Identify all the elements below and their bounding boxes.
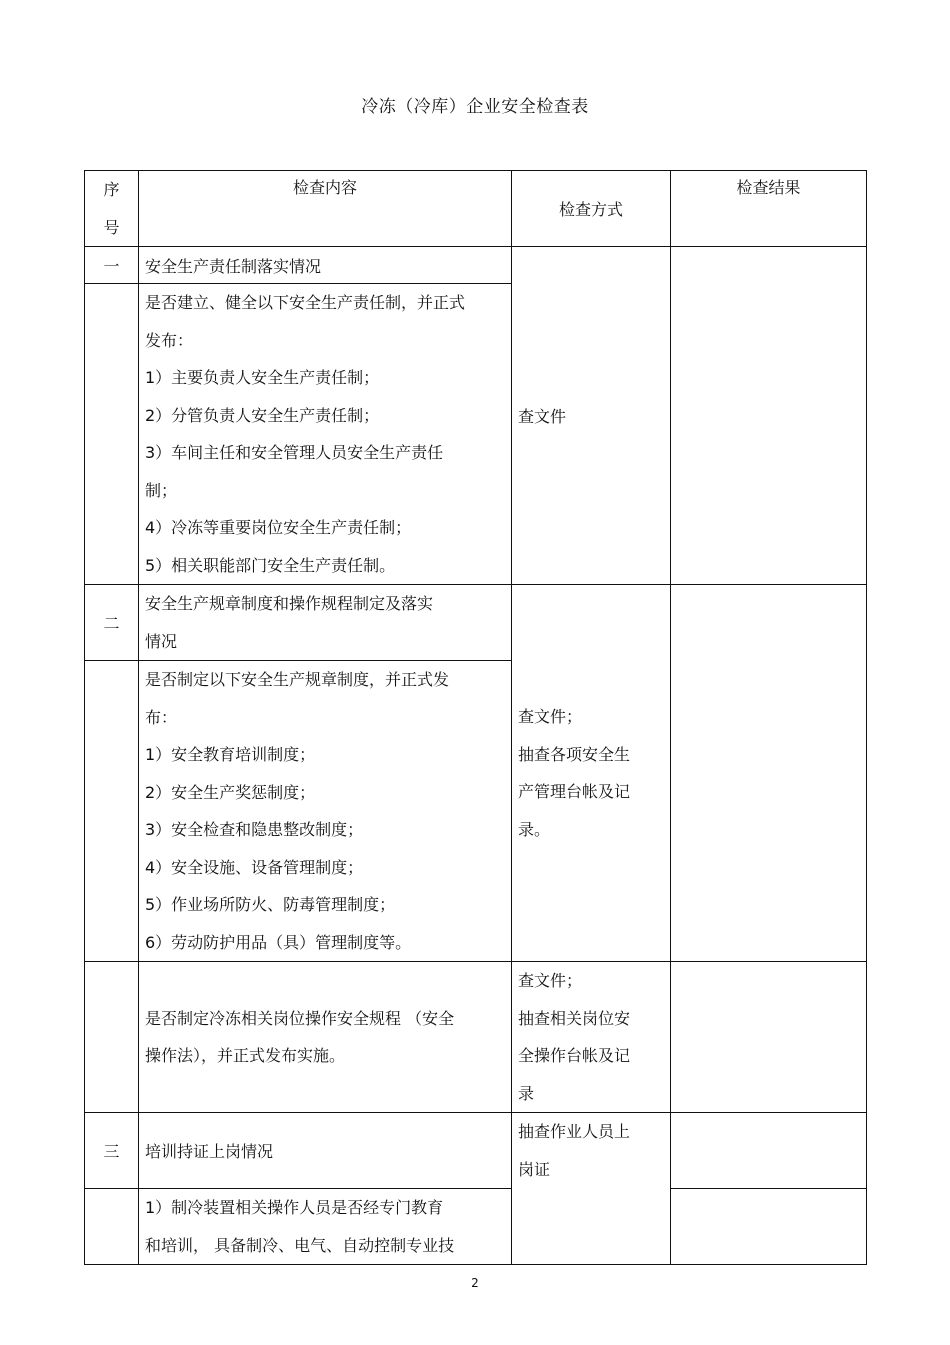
list-item: 4）安全设施、设备管理制度；: [145, 857, 364, 877]
section1-heading-row: [85, 247, 867, 284]
header-no: 序 号: [85, 171, 139, 247]
list-item: 2）安全生产奖惩制度；: [145, 782, 316, 802]
list-item: 1）安全教育培训制度；: [145, 745, 316, 764]
section3-no: 三: [85, 1113, 139, 1189]
section2-heading-row: [85, 585, 867, 661]
list-item: 是否建立、健全以下安全生产责任制，并正式: [145, 293, 466, 312]
section2-result: [671, 585, 867, 962]
section1-heading: 安全生产责任制落实情况: [139, 247, 512, 284]
section2-method: 查文件； 抽查各项安全生 产管理台帐及记 录。: [512, 585, 671, 962]
section1-content: [139, 284, 512, 585]
section2-procedure-row: [85, 962, 867, 1113]
section2-procedure-result: [671, 962, 867, 1113]
section2-content: [139, 661, 512, 962]
list-item: 3）车间主任和安全管理人员安全生产责任: [145, 443, 444, 462]
header-content: 检查内容: [139, 171, 512, 247]
section2-heading: 安全生产规章制度和操作规程制定及落实 情况: [139, 585, 512, 661]
section3-result: [671, 1113, 867, 1189]
list-item: 1）制冷装置相关操作人员是否经专门教育: [145, 1198, 444, 1217]
header-method: 检查方式: [512, 171, 671, 247]
section1-method: 查文件: [512, 247, 671, 585]
list-item: 发布：: [145, 330, 194, 350]
section3-result-2: [671, 1189, 867, 1265]
list-item: 3）安全检查和隐患整改制度；: [145, 820, 364, 839]
section1-no: 一: [85, 247, 139, 284]
header-row: [85, 171, 867, 247]
page-title: 冷冻（冷库）企业安全检查表: [361, 97, 589, 117]
list-item: 制；: [145, 480, 178, 500]
list-item: 6）劳动防护用品（具）管理制度等。: [145, 932, 412, 952]
header-result: 检查结果: [671, 171, 867, 247]
section3-method: 抽查作业人员上 岗证: [512, 1113, 671, 1265]
list-item: 和培训， 具备制冷、电气、自动控制专业技: [145, 1235, 455, 1255]
list-item: 1）主要负责人安全生产责任制；: [145, 368, 380, 387]
section1-result: [671, 247, 867, 585]
list-item: 是否制定以下安全生产规章制度，并正式发: [145, 670, 450, 689]
inspection-table: [84, 170, 867, 1265]
section2-procedure-content: 是否制定冷冻相关岗位操作安全规程 （安全 操作法），并正式发布实施。: [139, 962, 512, 1113]
list-item: 布：: [145, 707, 178, 727]
list-item: 5）相关职能部门安全生产责任制。: [145, 555, 396, 575]
section3-heading: 培训持证上岗情况: [139, 1113, 512, 1189]
list-item: 2）分管负责人安全生产责任制；: [145, 405, 380, 425]
section3-heading-row: [85, 1113, 867, 1189]
page-number: 2: [471, 1276, 479, 1290]
section3-content-row: [85, 1189, 867, 1265]
section2-procedure-method: 查文件； 抽查相关岗位安 全操作台帐及记 录: [512, 962, 671, 1113]
list-item: 5）作业场所防火、防毒管理制度；: [145, 895, 396, 914]
section2-no: 二: [85, 585, 139, 661]
list-item: 4）冷冻等重要岗位安全生产责任制；: [145, 518, 412, 537]
section3-content: [139, 1189, 512, 1265]
